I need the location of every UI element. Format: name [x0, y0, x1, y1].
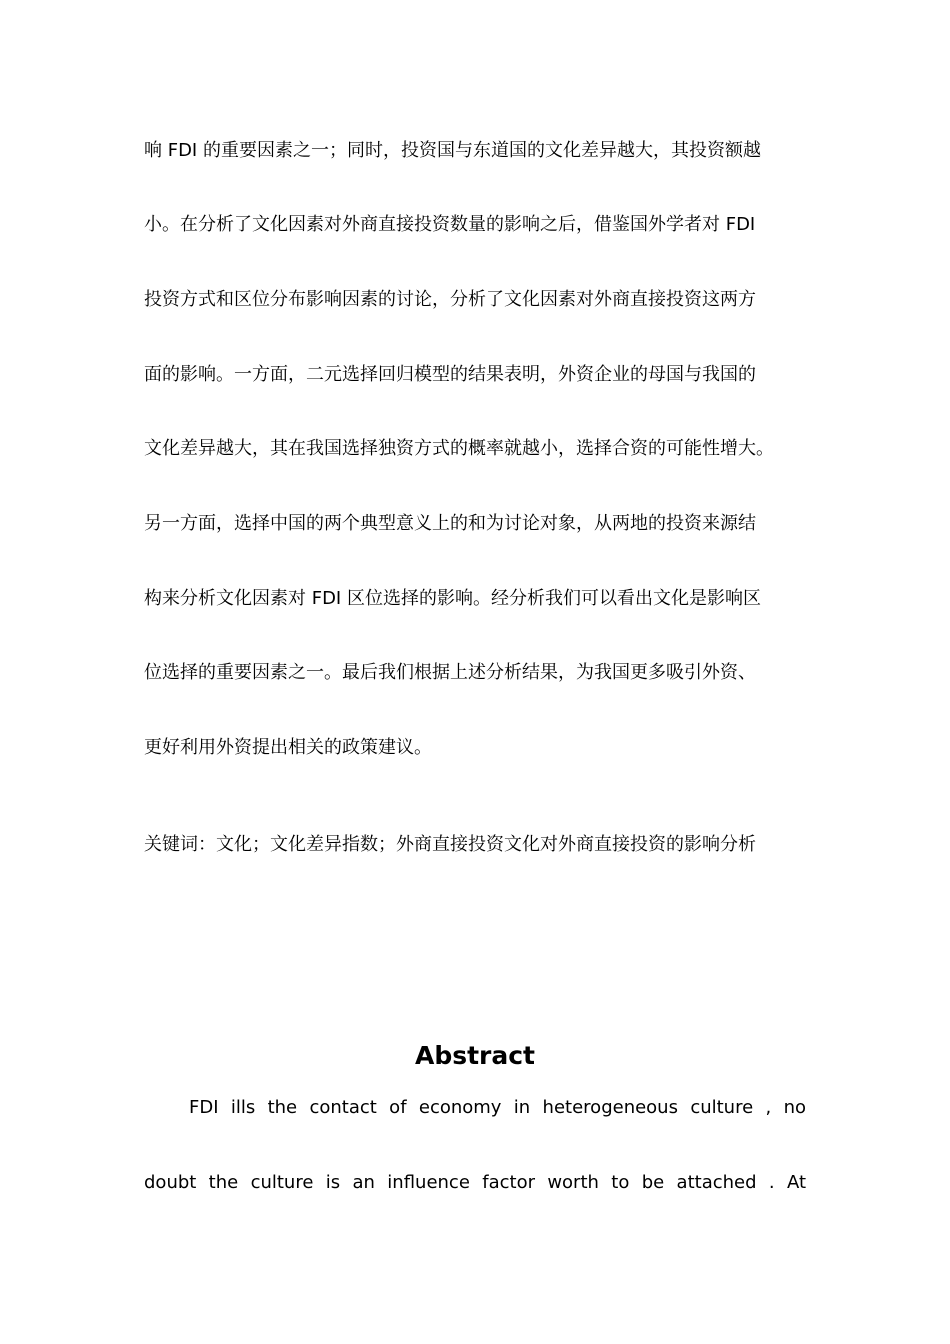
- body-line-6: 另一方面，选择中国的两个典型意义上的和为讨论对象，从两地的投资来源结: [144, 513, 756, 534]
- abstract-line-1: FDI ills the contact of economy in heterogeneous culture , no: [189, 1097, 806, 1118]
- abstract-line-2: doubt the culture is an influence factor worth to be attached . At: [144, 1172, 806, 1193]
- body-line-2: 小。在分析了文化因素对外商直接投资数量的影响之后，借鉴国外学者对 FDI: [144, 214, 756, 235]
- body-line-1: 响 FDI 的重要因素之一；同时，投资国与东道国的文化差异越大，其投资额越: [144, 140, 761, 161]
- body-line-4: 面的影响。一方面，二元选择回归模型的结果表明，外资企业的母国与我国的: [144, 364, 756, 385]
- keywords-line: 关键词：文化；文化差异指数；外商直接投资文化对外商直接投资的影响分析: [144, 834, 756, 855]
- body-line-7: 构来分析文化因素对 FDI 区位选择的影响。经分析我们可以看出文化是影响区: [144, 588, 761, 609]
- body-line-3: 投资方式和区位分布影响因素的讨论，分析了文化因素对外商直接投资这两方: [144, 289, 756, 310]
- body-line-9: 更好利用外资提出相关的政策建议。: [144, 737, 432, 758]
- body-line-5: 文化差异越大，其在我国选择独资方式的概率就越小，选择合资的可能性增大。: [144, 438, 774, 459]
- abstract-heading: Abstract: [414, 1041, 536, 1070]
- body-line-8: 位选择的重要因素之一。最后我们根据上述分析结果，为我国更多吸引外资、: [144, 662, 756, 683]
